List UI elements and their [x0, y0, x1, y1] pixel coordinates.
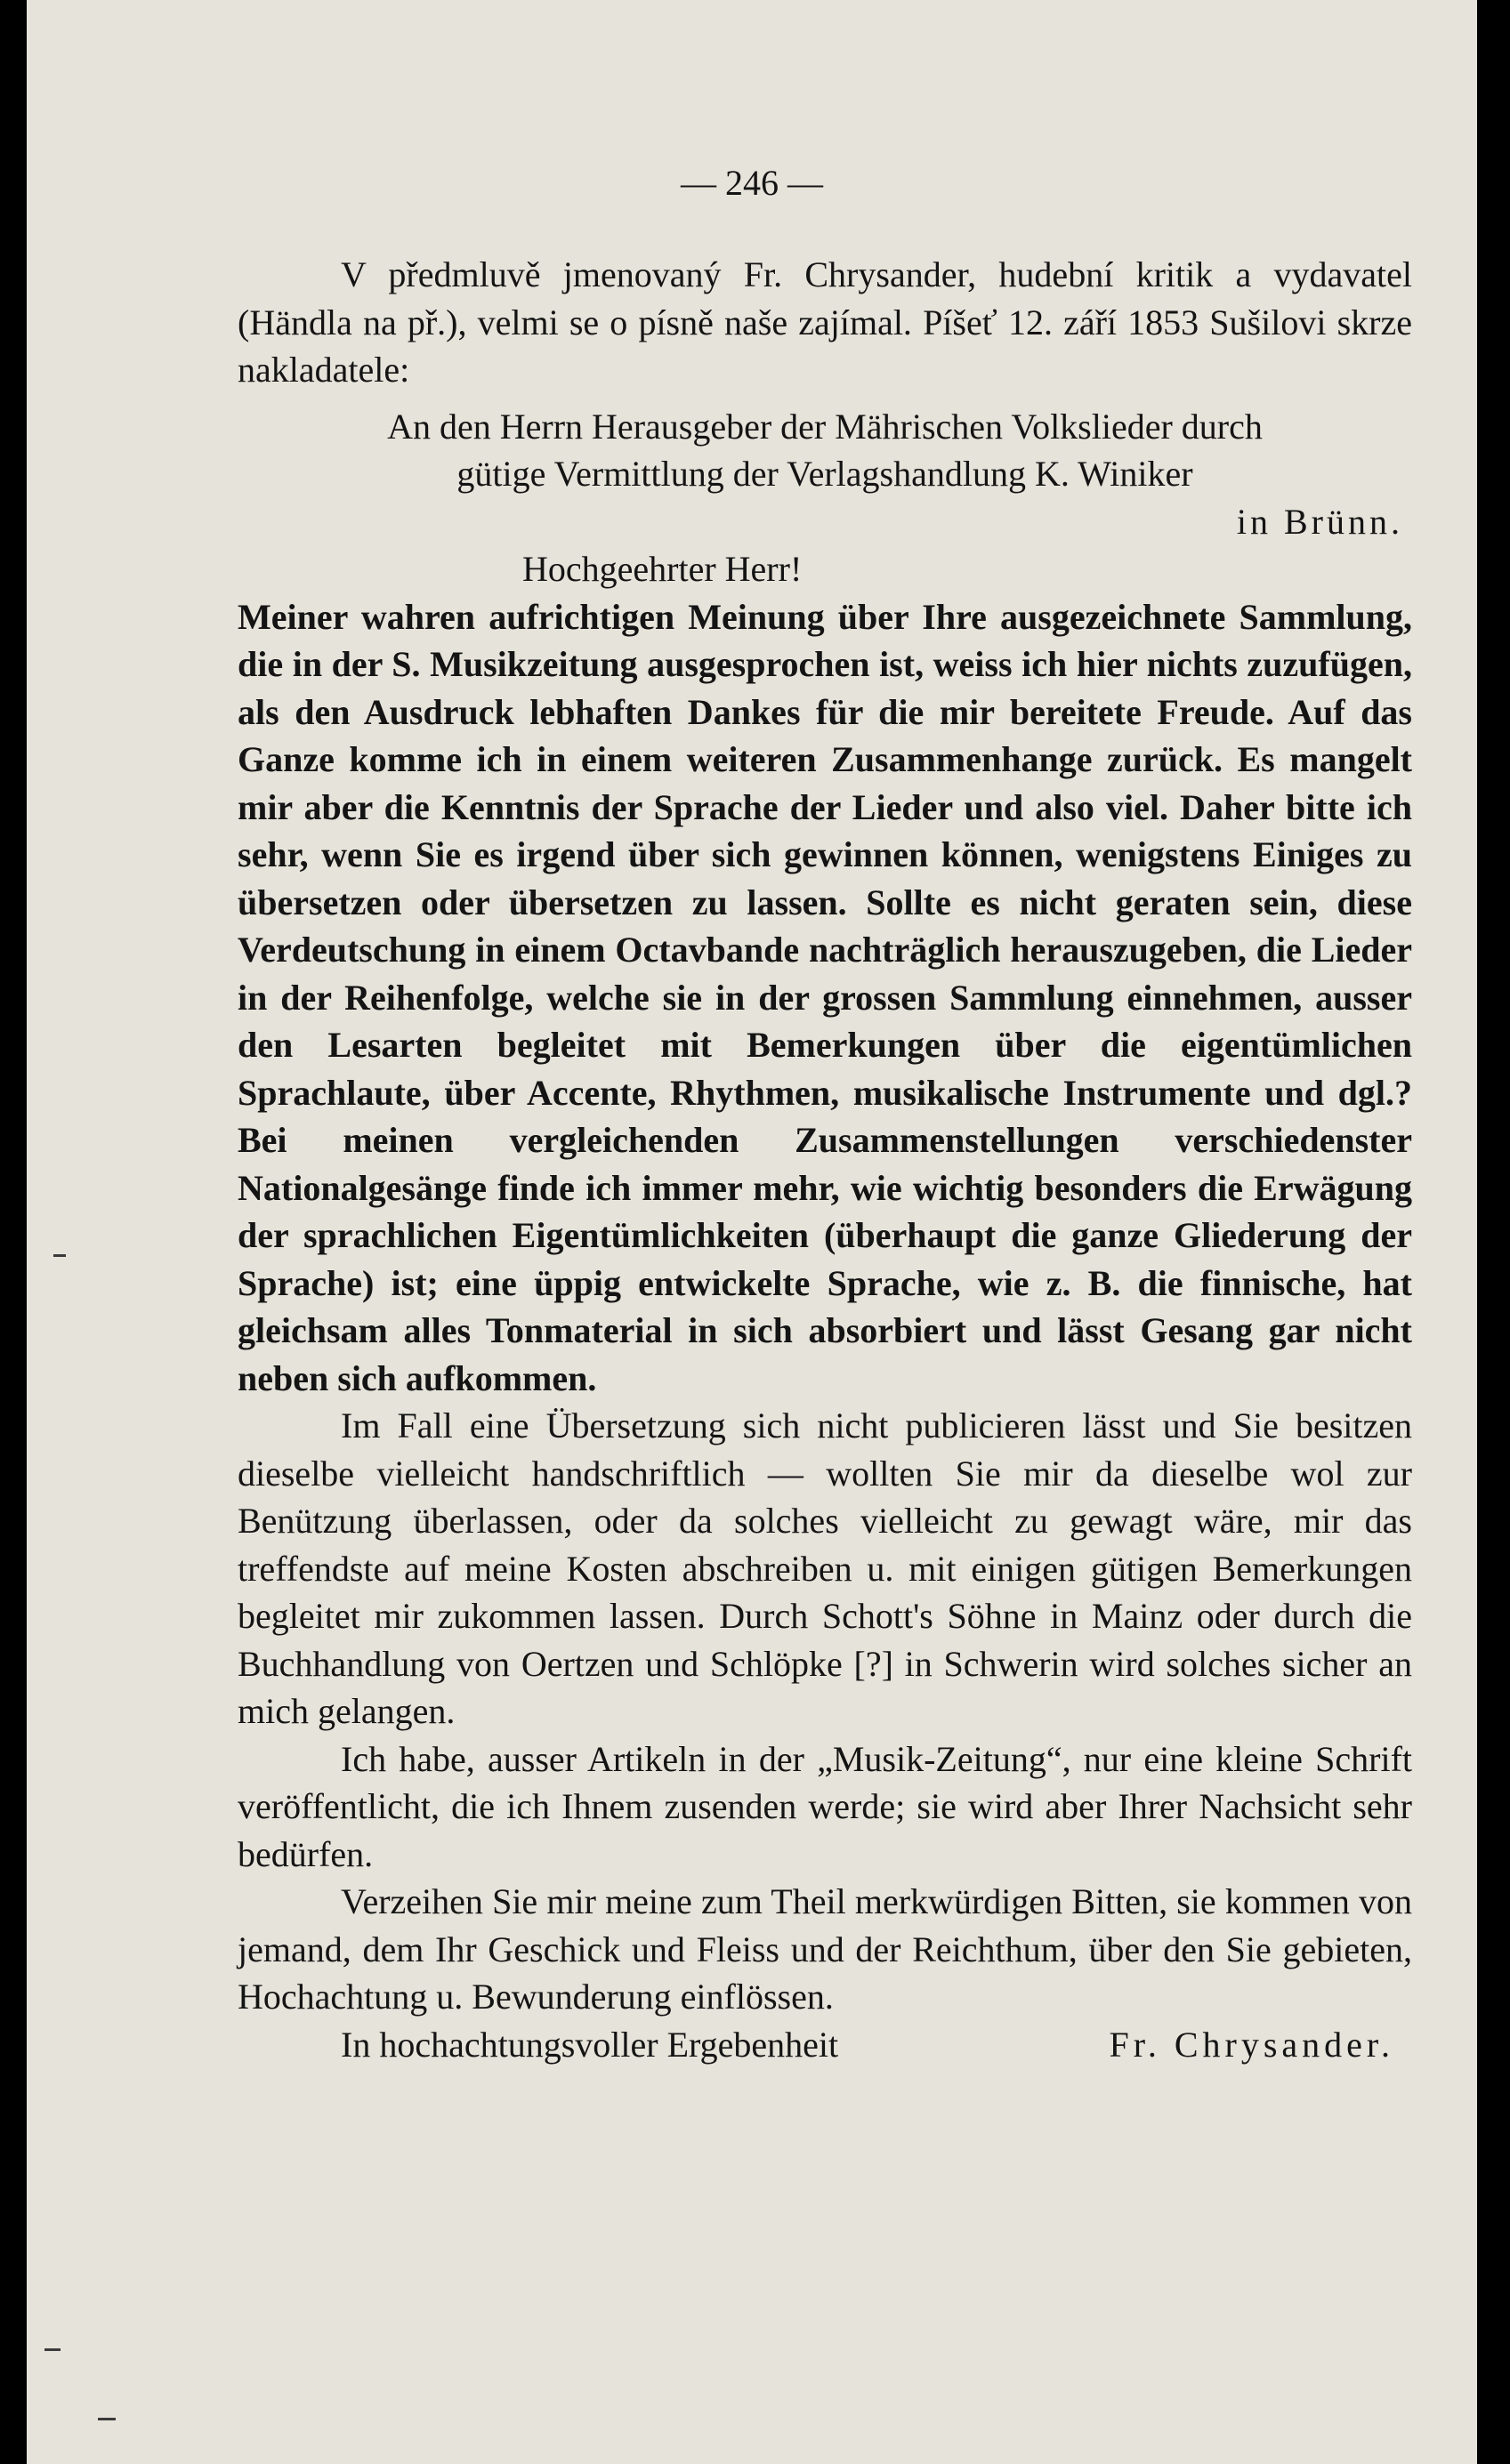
paragraph-4: Verzeihen Sie mir meine zum Theil merkwürdigen Bitten, sie kommen von jemand, dem Ihr Geschick und Fleiss und der Reichthum, über den Sie gebieten, Hochachtung u. Bewunderung einflössen. [238, 1881, 1412, 2017]
address-line-1: An den Herrn Herausgeber der Mährischen Volkslieder durch [387, 406, 1263, 447]
salutation: Hochgeehrter Herr! [522, 549, 803, 589]
address-line-2: gütige Vermittlung der Verlagshandlung K. Winiker [456, 454, 1193, 494]
paragraph-1: Meiner wahren aufrichtigen Meinung über Ihre ausgezeichnete Sammlung, die in der S. Musikzeitung ausgesprochen ist, weiss ich hier nichts zuzufügen, als den Ausdruck lebhaften Dankes für die mir bereitete Freude. Auf das Ganze komme ich in einem weiteren Zusammenhange zurück. Es mangelt mir aber die Kenntnis der Sprache der Lieder und also viel. Daher bitte ich sehr, wenn Sie es irgend über sich gewinnen können, wenigstens Einiges zu übersetzen oder übersetzen zu lassen. Sollte es nicht geraten sein, diese Verdeutschung in einem Octavbande nachträglich herauszugeben, die Lieder in der Reihenfolge, welche sie in der grossen Sammlung einnehmen, ausser den Lesarten begleitet mit Bemerkungen über die eigentümlichen Sprachlaute, über Accente, Rhythmen, musikalische Instrumente und dgl.? Bei meinen vergleichenden Zusammenstellungen verschiedenster Nationalgesänge finde ich immer mehr, wie wichtig besonders die Erwägung der sprachlichen Eigentümlichkeiten (überhaupt die ganze Gliederung der Sprache) ist; eine üppig entwickelte Sprache, wie z. B. die finnische, hat gleichsam alles Tonmaterial in sich absorbiert und lässt Gesang gar nicht neben sich aufkommen. [238, 596, 1412, 1398]
page-number: — 246 — [681, 163, 823, 203]
scanned-page [27, 0, 1477, 2464]
closing-text: In hochachtungsvoller Ergebenheit [341, 2024, 839, 2065]
signature: Fr. Chrysander. [1109, 2024, 1394, 2065]
closing-row [238, 2021, 1412, 2069]
margin-mark [53, 1254, 66, 1257]
margin-mark [44, 2348, 61, 2351]
margin-mark [98, 2418, 116, 2420]
address-line-3: in Brünn. [1236, 501, 1403, 542]
paragraph-3: Ich habe, ausser Artikeln in der „Musik-Zeitung“, nur eine kleine Schrift veröffentlicht, die ich Ihnem zusenden werde; sie wird aber Ihrer Nachsicht sehr bedürfen. [238, 1738, 1412, 1874]
intro-paragraph: V předmluvě jmenovaný Fr. Chrysander, hudební kritik a vydavatel (Händla na př.), velmi se o písně naše zajímal. Píšeť 12. září 1853 Sušilovi skrze nakladatele: [238, 254, 1412, 390]
letter-body [238, 251, 1412, 2068]
paragraph-2: Im Fall eine Übersetzung sich nicht publicieren lässt und Sie besitzen dieselbe vielleicht handschriftlich — wollten Sie mir da dieselbe wol zur Benützung überlassen, oder da solches vielleicht zu gewagt wäre, mir das treffendste auf meine Kosten abschreiben u. mit einigen gütigen Bemerkungen begleitet mir zukommen lassen. Durch Schott's Söhne in Mainz oder durch die Buchhandlung von Oertzen und Schlöpke [?] in Schwerin wird solches sicher an mich gelangen. [238, 1405, 1412, 1731]
